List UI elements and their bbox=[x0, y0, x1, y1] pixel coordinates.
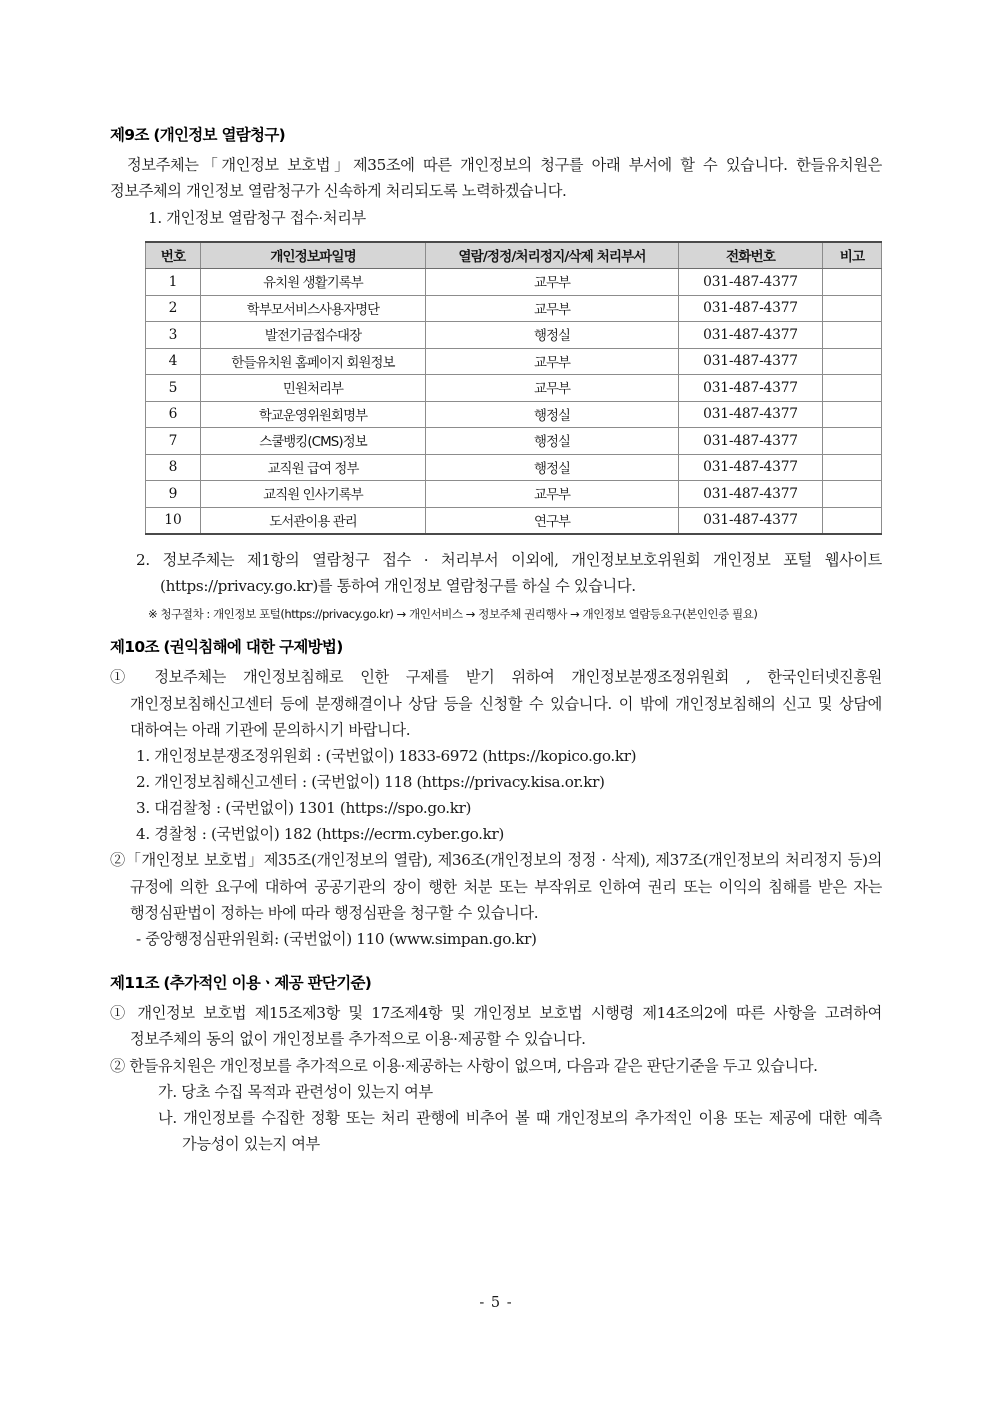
contact-item-national-police-agency: 4. 경찰청 : (국번없이) 182 (https://ecrm.cyber.go.kr) bbox=[136, 825, 504, 844]
cell-filename: 한들유치원 홈페이지 회원정보 bbox=[201, 348, 426, 375]
cell-filename: 교직원 인사기록부 bbox=[201, 481, 426, 508]
cell-filename: 도서관이용 관리 bbox=[201, 507, 426, 534]
table-row bbox=[146, 295, 882, 322]
cell-phone: 031-487-4377 bbox=[679, 348, 823, 375]
cell-remark bbox=[823, 322, 882, 349]
article-11-heading: 제11조 (추가적인 이용ㆍ제공 판단기준) bbox=[110, 974, 372, 993]
cell-no: 10 bbox=[146, 507, 201, 534]
cell-remark bbox=[823, 375, 882, 402]
cell-phone: 031-487-4377 bbox=[679, 401, 823, 428]
cell-phone: 031-487-4377 bbox=[679, 322, 823, 349]
article-11-clause-1: ① 개인정보 보호법 제15조제3항 및 17조제4항 및 개인정보 보호법 시행령 제14조의2에 따른 사항을 고려하여 정보주체의 동의 없이 개인정보를 추가적으로 이용·제공할 수 있습니다. bbox=[110, 1004, 882, 1049]
article-11-clause-2: ② 한들유치원은 개인정보를 추가적으로 이용·제공하는 사항이 없으며, 다음과 같은 판단기준을 두고 있습니다. bbox=[110, 1056, 818, 1075]
cell-remark bbox=[823, 481, 882, 508]
cell-department: 행정실 bbox=[426, 454, 679, 481]
cell-department: 행정실 bbox=[426, 428, 679, 455]
cell-remark bbox=[823, 295, 882, 322]
article-10-heading: 제10조 (권익침해에 대한 구제방법) bbox=[110, 638, 343, 657]
cell-no: 9 bbox=[146, 481, 201, 508]
cell-filename: 스쿨뱅킹(CMS)정보 bbox=[201, 428, 426, 455]
cell-no: 4 bbox=[146, 348, 201, 375]
cell-no: 2 bbox=[146, 295, 201, 322]
cell-department: 교무부 bbox=[426, 295, 679, 322]
column-header-department: 열람/정정/처리정지/삭제 처리부서 bbox=[426, 242, 679, 269]
personal-info-file-table-wrapper bbox=[145, 241, 881, 536]
column-header-filename: 개인정보파일명 bbox=[201, 242, 426, 269]
table-row bbox=[146, 507, 882, 534]
cell-department: 교무부 bbox=[426, 269, 679, 296]
cell-department: 교무부 bbox=[426, 375, 679, 402]
table-row bbox=[146, 454, 882, 481]
article-9-item-1-label: 1. 개인정보 열람청구 접수·처리부 bbox=[148, 208, 366, 227]
cell-remark bbox=[823, 454, 882, 481]
column-header-phone: 전화번호 bbox=[679, 242, 823, 269]
column-header-no: 번호 bbox=[146, 242, 201, 269]
cell-department: 행정실 bbox=[426, 322, 679, 349]
cell-filename: 학부모서비스사용자명단 bbox=[201, 295, 426, 322]
contact-item-prosecutors-office: 3. 대검찰청 : (국번없이) 1301 (https://spo.go.kr) bbox=[136, 799, 472, 818]
article-10-contact-list bbox=[110, 743, 882, 848]
contact-item-infringement-report-center: 2. 개인정보침해신고센터 : (국번없이) 118 (https://privacy.kisa.or.kr) bbox=[136, 773, 605, 792]
cell-filename: 교직원 급여 정부 bbox=[201, 454, 426, 481]
personal-info-file-table bbox=[145, 241, 882, 536]
cell-remark bbox=[823, 428, 882, 455]
cell-phone: 031-487-4377 bbox=[679, 269, 823, 296]
cell-filename: 발전기금접수대장 bbox=[201, 322, 426, 349]
article-10-clause-1: ① 정보주체는 개인정보침해로 인한 구제를 받기 위하여 개인정보분쟁조정위원회 , 한국인터넷진흥원 개인정보침해신고센터 등에 분쟁해결이나 상담 등을 신청할 수 있습니다. 이 밖에 개인정보침해의 신고 및 상담에 대하여는 아래 기관에 문의하시기 바랍니다. bbox=[110, 668, 882, 739]
criteria-item-purpose-relevance: 가. 당초 수집 목적과 관련성이 있는지 여부 bbox=[158, 1082, 433, 1101]
article-9-heading: 제9조 (개인정보 열람청구) bbox=[110, 126, 285, 144]
criteria-item-predictability: 나. 개인정보를 수집한 정황 또는 처리 관행에 비추어 볼 때 개인정보의 추가적인 이용 또는 제공에 대한 예측 가능성이 있는지 여부 bbox=[158, 1108, 882, 1153]
table-row bbox=[146, 348, 882, 375]
page-number: - 5 - bbox=[479, 1295, 513, 1311]
cell-no: 7 bbox=[146, 428, 201, 455]
cell-no: 8 bbox=[146, 454, 201, 481]
contact-item-dispute-mediation: 1. 개인정보분쟁조정위원회 : (국번없이) 1833-6972 (https://kopico.go.kr) bbox=[136, 746, 637, 765]
table-row bbox=[146, 375, 882, 402]
cell-phone: 031-487-4377 bbox=[679, 375, 823, 402]
cell-department: 행정실 bbox=[426, 401, 679, 428]
table-row bbox=[146, 269, 882, 296]
cell-remark bbox=[823, 401, 882, 428]
article-11-criteria-list bbox=[110, 1079, 882, 1157]
cell-remark bbox=[823, 269, 882, 296]
cell-department: 연구부 bbox=[426, 507, 679, 534]
cell-phone: 031-487-4377 bbox=[679, 428, 823, 455]
cell-department: 교무부 bbox=[426, 348, 679, 375]
cell-filename: 유치원 생활기록부 bbox=[201, 269, 426, 296]
cell-phone: 031-487-4377 bbox=[679, 507, 823, 534]
cell-filename: 학교운영위원회명부 bbox=[201, 401, 426, 428]
table-header-row bbox=[146, 242, 882, 269]
article-10-clause-2: ②「개인정보 보호법」제35조(개인정보의 열람), 제36조(개인정보의 정정 · 삭제), 제37조(개인정보의 처리정지 등)의 규정에 의한 요구에 대하여 공공기관의 장이 행한 처분 또는 부작위로 인하여 권리 또는 이익의 침해를 받은 자는 행정심판법이 정하는 바에 따라 행정심판을 청구할 수 있습니다. bbox=[110, 851, 882, 922]
cell-no: 6 bbox=[146, 401, 201, 428]
cell-remark bbox=[823, 507, 882, 534]
table-row bbox=[146, 322, 882, 349]
table-body bbox=[146, 269, 882, 535]
article-9-intro: 정보주체는「개인정보 보호법」제35조에 따른 개인정보의 청구를 아래 부서에 할 수 있습니다. 한들유치원은 정보주체의 개인정보 열람청구가 신속하게 처리되도록 노력하겠습니다. bbox=[110, 156, 882, 201]
table-row bbox=[146, 481, 882, 508]
cell-filename: 민원처리부 bbox=[201, 375, 426, 402]
cell-remark bbox=[823, 348, 882, 375]
central-administrative-appeals-commission: - 중앙행정심판위원회: (국번없이) 110 (www.simpan.go.kr) bbox=[136, 929, 537, 948]
cell-no: 1 bbox=[146, 269, 201, 296]
cell-department: 교무부 bbox=[426, 481, 679, 508]
column-header-remark: 비고 bbox=[823, 242, 882, 269]
article-9-footnote: ※ 청구절차 : 개인정보 포털(https://privacy.go.kr) → 개인서비스 → 정보주체 권리행사 → 개인정보 열람등요구(본인인증 필요) bbox=[148, 607, 758, 622]
table-row bbox=[146, 401, 882, 428]
table-row bbox=[146, 428, 882, 455]
cell-phone: 031-487-4377 bbox=[679, 454, 823, 481]
cell-phone: 031-487-4377 bbox=[679, 295, 823, 322]
article-9-item-2: 2. 정보주체는 제1항의 열람청구 접수 · 처리부서 이외에, 개인정보보호위원회 개인정보 포털 웹사이트(https://privacy.go.kr)를 통하여 개인정보 열람청구를 하실 수 있습니다. bbox=[136, 551, 882, 596]
cell-no: 5 bbox=[146, 375, 201, 402]
cell-no: 3 bbox=[146, 322, 201, 349]
cell-phone: 031-487-4377 bbox=[679, 481, 823, 508]
